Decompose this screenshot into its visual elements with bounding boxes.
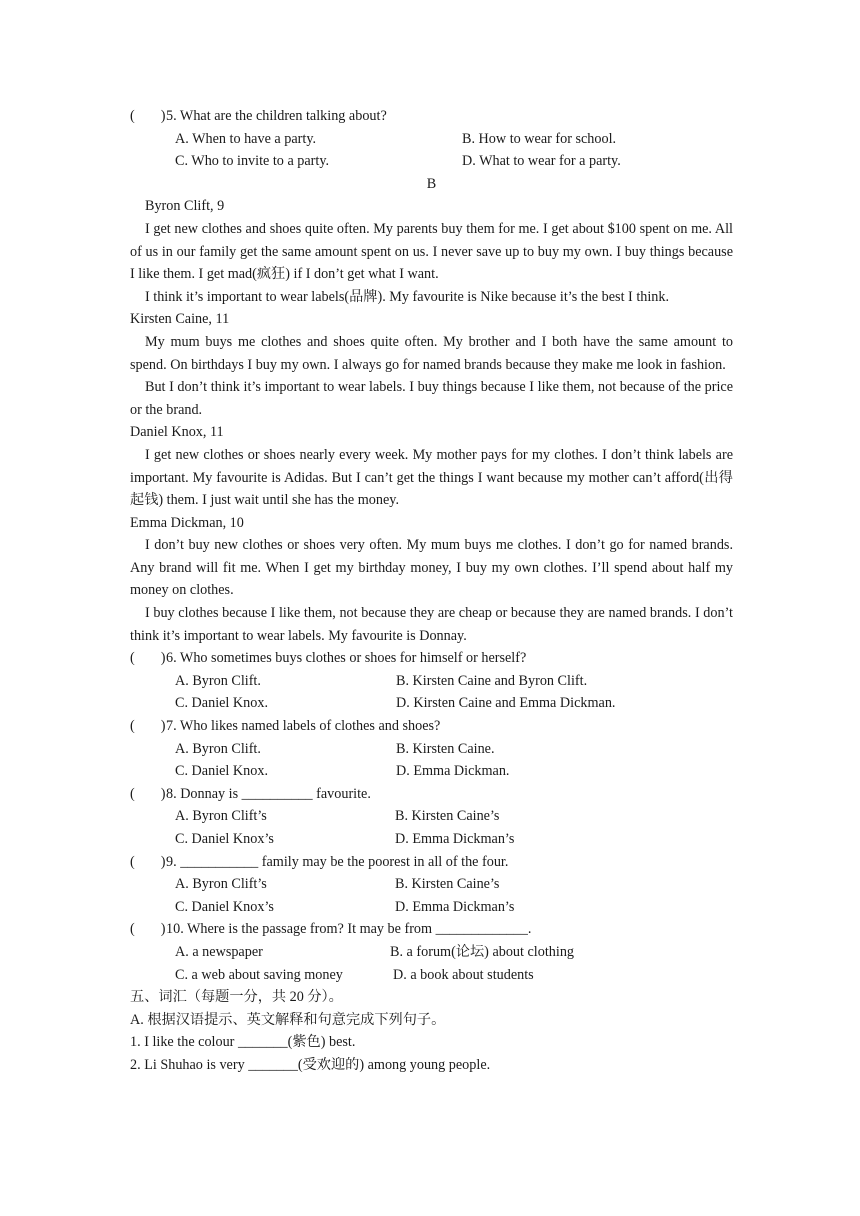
byron-paragraph-2: I think it’s important to wear labels(品牌). My favourite is Nike because it’s the best I think. — [145, 288, 670, 305]
worksheet-page — [130, 105, 733, 1077]
q5-options-row-2 — [130, 150, 733, 173]
q8-options-row-1 — [130, 805, 733, 828]
question-text: 7. Who likes named labels of clothes and shoes? — [166, 718, 441, 735]
question-text: 9. ___________ family may be the poorest in all of the four. — [166, 853, 509, 870]
option-c: C. Daniel Knox. — [175, 695, 268, 712]
option-a: A. a newspaper — [175, 943, 263, 960]
option-a: A. When to have a party. — [175, 130, 317, 147]
kirsten-paragraph-1: My mum buys me clothes and shoes quite often. My brother and I both have the same amount to spend. On birthdays I buy my own. I always go for named brands because they make me look in fashion. — [130, 333, 733, 373]
q5-options-row-1 — [130, 128, 733, 151]
emma-paragraph-2: I buy clothes because I like them, not because they are cheap or because they are named brands. I don’t think it’s important to wear labels. My favourite is Donnay. — [130, 605, 733, 644]
daniel-heading: Daniel Knox, 11 — [130, 424, 224, 441]
option-c: C. Daniel Knox’s — [175, 831, 274, 847]
question-text: 10. Where is the passage from? It may be from _____________. — [166, 921, 532, 938]
byron-paragraph-1: I get new clothes and shoes quite often. My parents buy them for me. I get about $100 spent on me. All of us in our family get the same amount spent on us. I never save up to buy my own. I buy things because I like them. I get mad(疯狂) if I don’t get what I want. — [130, 220, 733, 283]
q8-options-row-2 — [130, 828, 733, 851]
vocab-item-2: 2. Li Shuhao is very _______(受欢迎的) among young people. — [130, 1056, 491, 1073]
question-text: 8. Donnay is __________ favourite. — [166, 785, 371, 802]
q10-options-row-1 — [130, 941, 733, 964]
daniel-paragraph-1: I get new clothes or shoes nearly every week. My mother pays for my clothes. I don’t think labels are important. My favourite is Adidas. But I can’t get the things I want because my mother can’t afford(出得起钱) them. I just wait until she has the money. — [130, 446, 733, 509]
q10-options-row-2 — [130, 964, 733, 987]
question-6 — [130, 647, 733, 670]
emma-paragraph-1: I don’t buy new clothes or shoes very often. My mum buys me clothes. I don’t go for named brands. Any brand will fit me. When I get my birthday money, I buy my own clothes. I’ll spend about half my money on clothes. — [130, 537, 733, 599]
option-d: D. Kirsten Caine and Emma Dickman. — [396, 695, 616, 712]
section-b-heading: B — [426, 175, 437, 192]
option-a: A. Byron Clift’s — [175, 876, 267, 893]
vocab-item-1: 1. I like the colour _______(紫色) best. — [130, 1034, 356, 1051]
option-b: B. Kirsten Caine and Byron Clift. — [396, 672, 588, 689]
question-7 — [130, 715, 733, 738]
byron-heading: Byron Clift, 9 — [145, 198, 225, 215]
question-10 — [130, 918, 733, 941]
option-d: D. What to wear for a party. — [462, 153, 621, 170]
option-b: B. How to wear for school. — [462, 130, 617, 147]
option-a: A. Byron Clift’s — [175, 808, 267, 825]
q9-options-row-1 — [130, 873, 733, 896]
option-d: D. Emma Dickman. — [396, 763, 510, 780]
option-c: C. a web about saving money — [175, 966, 343, 983]
question-5 — [130, 105, 733, 128]
option-d: D. Emma Dickman’s — [395, 831, 515, 847]
q7-options-row-1 — [130, 738, 733, 761]
option-b: B. Kirsten Caine’s — [395, 876, 500, 893]
option-b: B. a forum(论坛) about clothing — [390, 943, 575, 960]
emma-heading: Emma Dickman, 10 — [130, 514, 244, 531]
answer-blank[interactable]: ( ) — [130, 785, 166, 802]
section-5-instruction: A. 根据汉语提示、英文解释和句意完成下列句子。 — [130, 1011, 446, 1028]
q9-options-row-2 — [130, 896, 733, 919]
question-text: 6. Who sometimes buys clothes or shoes for himself or herself? — [166, 650, 527, 667]
answer-blank[interactable]: ( ) — [130, 108, 166, 124]
option-c: C. Daniel Knox’s — [175, 898, 274, 915]
option-c: C. Daniel Knox. — [175, 763, 268, 780]
question-text: 5. What are the children talking about? — [166, 108, 387, 124]
q6-options-row-1 — [130, 670, 733, 693]
kirsten-paragraph-2: But I don’t think it’s important to wear labels. I buy things because I like them, not because of the price or the brand. — [130, 379, 733, 418]
kirsten-heading: Kirsten Caine, 11 — [130, 311, 230, 328]
answer-blank[interactable]: ( ) — [130, 718, 166, 735]
section-5-title: 五、词汇（每题一分，共 20 分）。 — [130, 989, 343, 1006]
question-9 — [130, 851, 733, 874]
option-a: A. Byron Clift. — [175, 672, 261, 689]
q7-options-row-2 — [130, 760, 733, 783]
option-a: A. Byron Clift. — [175, 740, 261, 757]
answer-blank[interactable]: ( ) — [130, 853, 166, 870]
answer-blank[interactable]: ( ) — [130, 921, 166, 938]
answer-blank[interactable]: ( ) — [130, 650, 166, 667]
option-b: B. Kirsten Caine’s — [395, 808, 500, 825]
option-c: C. Who to invite to a party. — [175, 153, 330, 170]
option-d: D. Emma Dickman’s — [395, 898, 515, 915]
question-8 — [130, 783, 733, 806]
q6-options-row-2 — [130, 692, 733, 715]
option-d: D. a book about students — [393, 966, 534, 983]
option-b: B. Kirsten Caine. — [396, 740, 495, 757]
